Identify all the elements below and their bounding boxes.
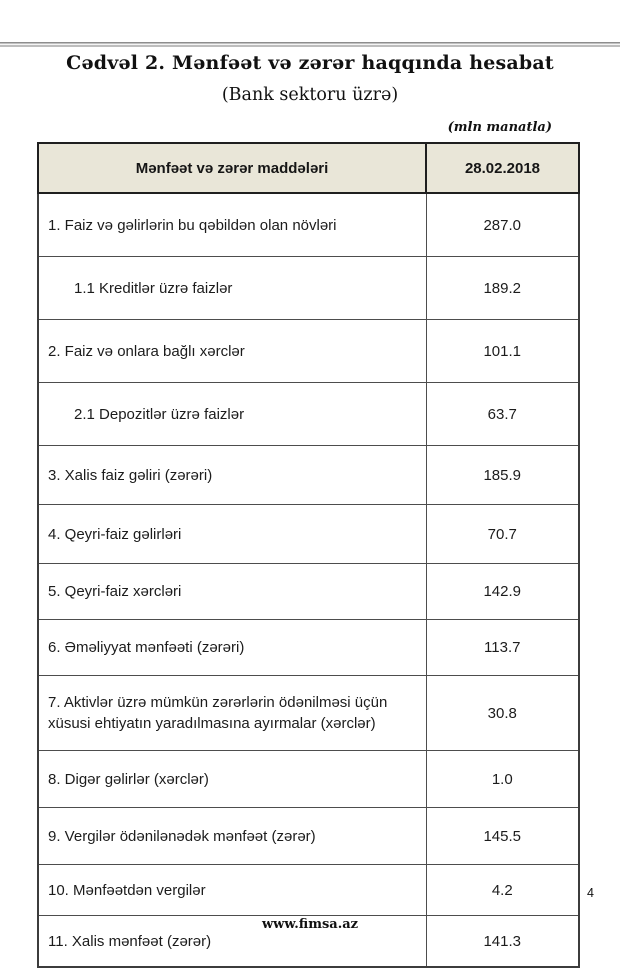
row-label: 8. Digər gəlirlər (xərclər) [38, 751, 426, 808]
table-row [38, 446, 579, 505]
row-value: 287.0 [426, 193, 579, 257]
table-row [38, 865, 579, 916]
table-row [38, 751, 579, 808]
page-number: 4 [587, 886, 594, 900]
row-value: 141.3 [426, 916, 579, 968]
row-label: 10. Mənfəətdən vergilər [38, 865, 426, 916]
row-label: 11. Xalis mənfəət (zərər) [38, 916, 426, 968]
row-value: 1.0 [426, 751, 579, 808]
row-label: 3. Xalis faiz gəliri (zərəri) [38, 446, 426, 505]
row-value: 63.7 [426, 383, 579, 446]
table-row [38, 320, 579, 383]
header-divider-rule [0, 42, 620, 47]
row-value: 113.7 [426, 620, 579, 676]
table-row [38, 808, 579, 865]
table-row [38, 564, 579, 620]
row-label: 7. Aktivlər üzrə mümkün zərərlərin ödənilməsi üçün xüsusi ehtiyatın yaradılmasına ayırmalar (xərclər) [38, 676, 426, 751]
footer-website-text: www.fimsa.az [261, 917, 359, 932]
column-header-items: Mənfəət və zərər maddələri [38, 143, 426, 193]
table-row [38, 193, 579, 257]
row-value: 101.1 [426, 320, 579, 383]
page-subtitle: (Bank sektoru üzrə) [221, 85, 399, 105]
row-label: 9. Vergilər ödənilənədək mənfəət (zərər) [38, 808, 426, 865]
row-label: 5. Qeyri-faiz xərcləri [38, 564, 426, 620]
page-title: Cədvəl 2. Mənfəət və zərər haqqında hesabat [66, 52, 554, 74]
row-value: 4.2 [426, 865, 579, 916]
table-row [38, 383, 579, 446]
table-row [38, 620, 579, 676]
unit-note: (mln manatla) [447, 120, 552, 135]
row-label: 2.1 Depozitlər üzrə faizlər [38, 383, 426, 446]
row-label: 6. Əməliyyat mənfəəti (zərəri) [38, 620, 426, 676]
row-value: 30.8 [426, 676, 579, 751]
table-header-row [38, 143, 579, 193]
table-row [38, 505, 579, 564]
profit-loss-table [37, 142, 580, 968]
table-row [38, 257, 579, 320]
row-value: 189.2 [426, 257, 579, 320]
row-value: 70.7 [426, 505, 579, 564]
row-label: 1. Faiz və gəlirlərin bu qəbildən olan növləri [38, 193, 426, 257]
row-value: 142.9 [426, 564, 579, 620]
row-label: 2. Faiz və onlara bağlı xərclər [38, 320, 426, 383]
row-label: 4. Qeyri-faiz gəlirləri [38, 505, 426, 564]
column-header-date: 28.02.2018 [426, 143, 579, 193]
table-row [38, 676, 579, 751]
row-value: 145.5 [426, 808, 579, 865]
row-label: 1.1 Kreditlər üzrə faizlər [38, 257, 426, 320]
row-value: 185.9 [426, 446, 579, 505]
